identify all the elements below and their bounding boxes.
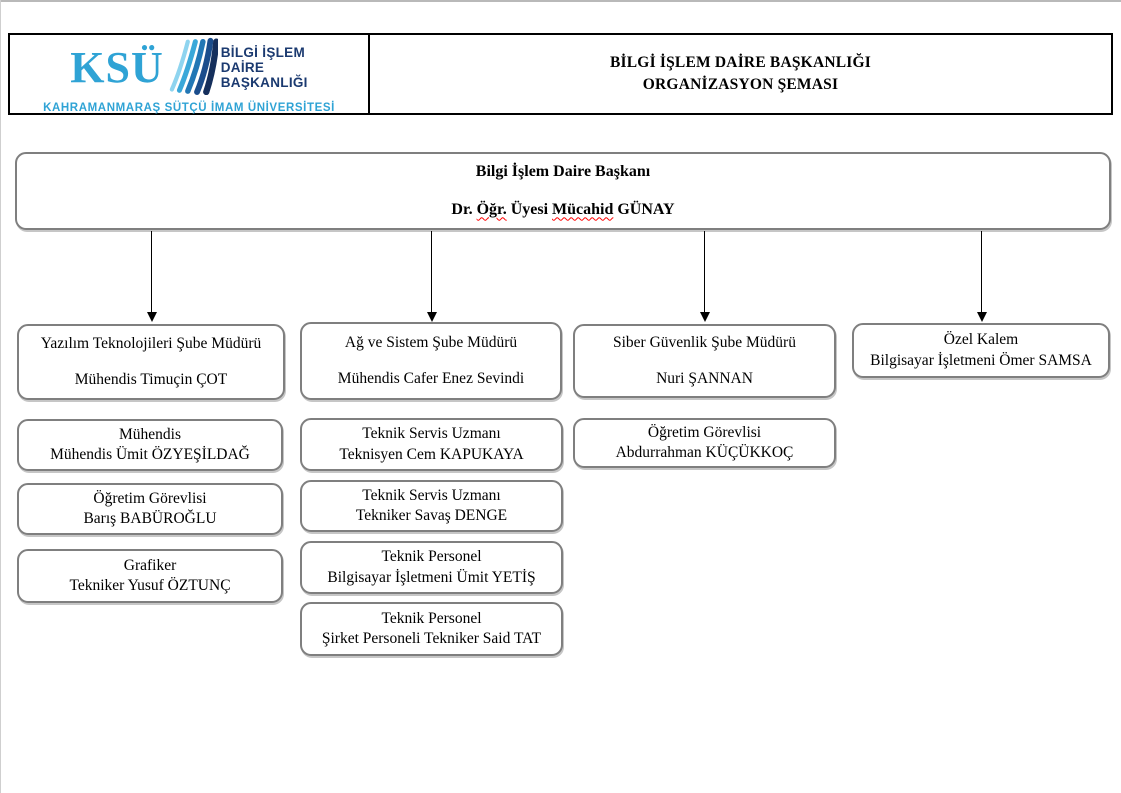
- dept-person: Bilgisayar İşletmeni Ömer SAMSA: [870, 351, 1092, 369]
- dept-head-box-ozel-kalem: [852, 323, 1110, 378]
- staff-title: Mühendis: [119, 425, 181, 443]
- dept-title: Yazılım Teknolojileri Şube Müdürü: [40, 335, 262, 353]
- root-name-part: GÜNAY: [613, 200, 675, 218]
- page-left-edge-line: [0, 0, 1, 793]
- ksu-unit-line: BAŞKANLIĞI: [220, 75, 308, 91]
- dept-head-box-siber-guvenlik: [573, 324, 836, 398]
- logo-box: [8, 33, 370, 115]
- staff-person: Teknisyen Cem KAPUKAYA: [339, 445, 524, 463]
- page-title-line1: BİLGİ İŞLEM DAİRE BAŞKANLIĞI: [610, 53, 871, 71]
- root-title: Bilgi İşlem Daire Başkanı: [475, 162, 651, 180]
- root-name-misspelled: Mücahid: [552, 200, 614, 218]
- ksu-unit-line: BİLGİ İŞLEM: [220, 44, 306, 60]
- root-name: [451, 200, 674, 221]
- staff-person: Bilgisayar İşletmeni Ümit YETİŞ: [327, 568, 536, 586]
- staff-person: Tekniker Yusuf ÖZTUNÇ: [69, 577, 231, 594]
- root-box: [15, 152, 1111, 230]
- connector-arrow: [151, 231, 152, 313]
- staff-title: Teknik Servis Uzmanı: [362, 486, 501, 504]
- ksu-unit-name: [221, 45, 308, 90]
- staff-box: [17, 483, 283, 535]
- staff-box: [17, 549, 283, 603]
- page-top-edge-line: [0, 0, 1121, 2]
- dept-head-box-yazilim: [17, 324, 285, 400]
- ksu-university-name: KAHRAMANMARAŞ SÜTÇÜ İMAM ÜNİVERSİTESİ: [43, 101, 335, 114]
- staff-box: [300, 602, 563, 656]
- root-name-part: Üyesi: [506, 200, 553, 218]
- page-title-line2: ORGANİZASYON ŞEMASI: [642, 76, 839, 93]
- staff-box: [573, 418, 836, 468]
- root-name-misspelled: Öğr.: [476, 200, 507, 218]
- staff-person: Şirket Personeli Tekniker Said TAT: [321, 630, 542, 647]
- dept-person: Mühendis Timuçin ÇOT: [74, 370, 228, 388]
- ksu-unit-line: DAİRE: [220, 59, 265, 75]
- connector-arrow: [981, 231, 982, 313]
- dept-head-box-ag-sistem: [300, 322, 562, 400]
- dept-title: Ağ ve Sistem Şube Müdürü: [344, 334, 518, 352]
- dept-title: Siber Güvenlik Şube Müdürü: [613, 334, 796, 352]
- staff-box: [300, 480, 563, 532]
- ksu-acronym-text: KSÜ: [70, 42, 164, 92]
- staff-title: Teknik Servis Uzmanı: [362, 425, 501, 443]
- staff-person: Tekniker Savaş DENGE: [355, 507, 508, 524]
- dept-person: Mühendis Cafer Enez Sevindi: [337, 369, 525, 387]
- dept-title: Özel Kalem: [943, 331, 1019, 349]
- ksu-logo-swoosh-icon: [166, 37, 218, 95]
- staff-box: [300, 541, 563, 594]
- connector-arrow: [704, 231, 705, 313]
- root-name-part: Dr.: [451, 200, 477, 218]
- ksu-logo: [70, 37, 307, 99]
- staff-title: Öğretim Görevlisi: [647, 423, 762, 441]
- staff-person: Barış BABÜROĞLU: [83, 510, 217, 527]
- dept-person: Nuri ŞANNAN: [656, 369, 753, 387]
- staff-title: Öğretim Görevlisi: [93, 489, 207, 507]
- staff-person: Abdurrahman KÜÇÜKKOÇ: [615, 444, 794, 461]
- staff-box: [300, 418, 563, 471]
- connector-arrow: [431, 231, 432, 313]
- staff-person: Mühendis Ümit ÖZYEŞİLDAĞ: [50, 446, 250, 463]
- staff-title: Grafiker: [123, 556, 177, 574]
- staff-box: [17, 419, 283, 471]
- title-box: [368, 33, 1113, 115]
- staff-title: Teknik Personel: [381, 609, 482, 627]
- staff-title: Teknik Personel: [381, 548, 482, 566]
